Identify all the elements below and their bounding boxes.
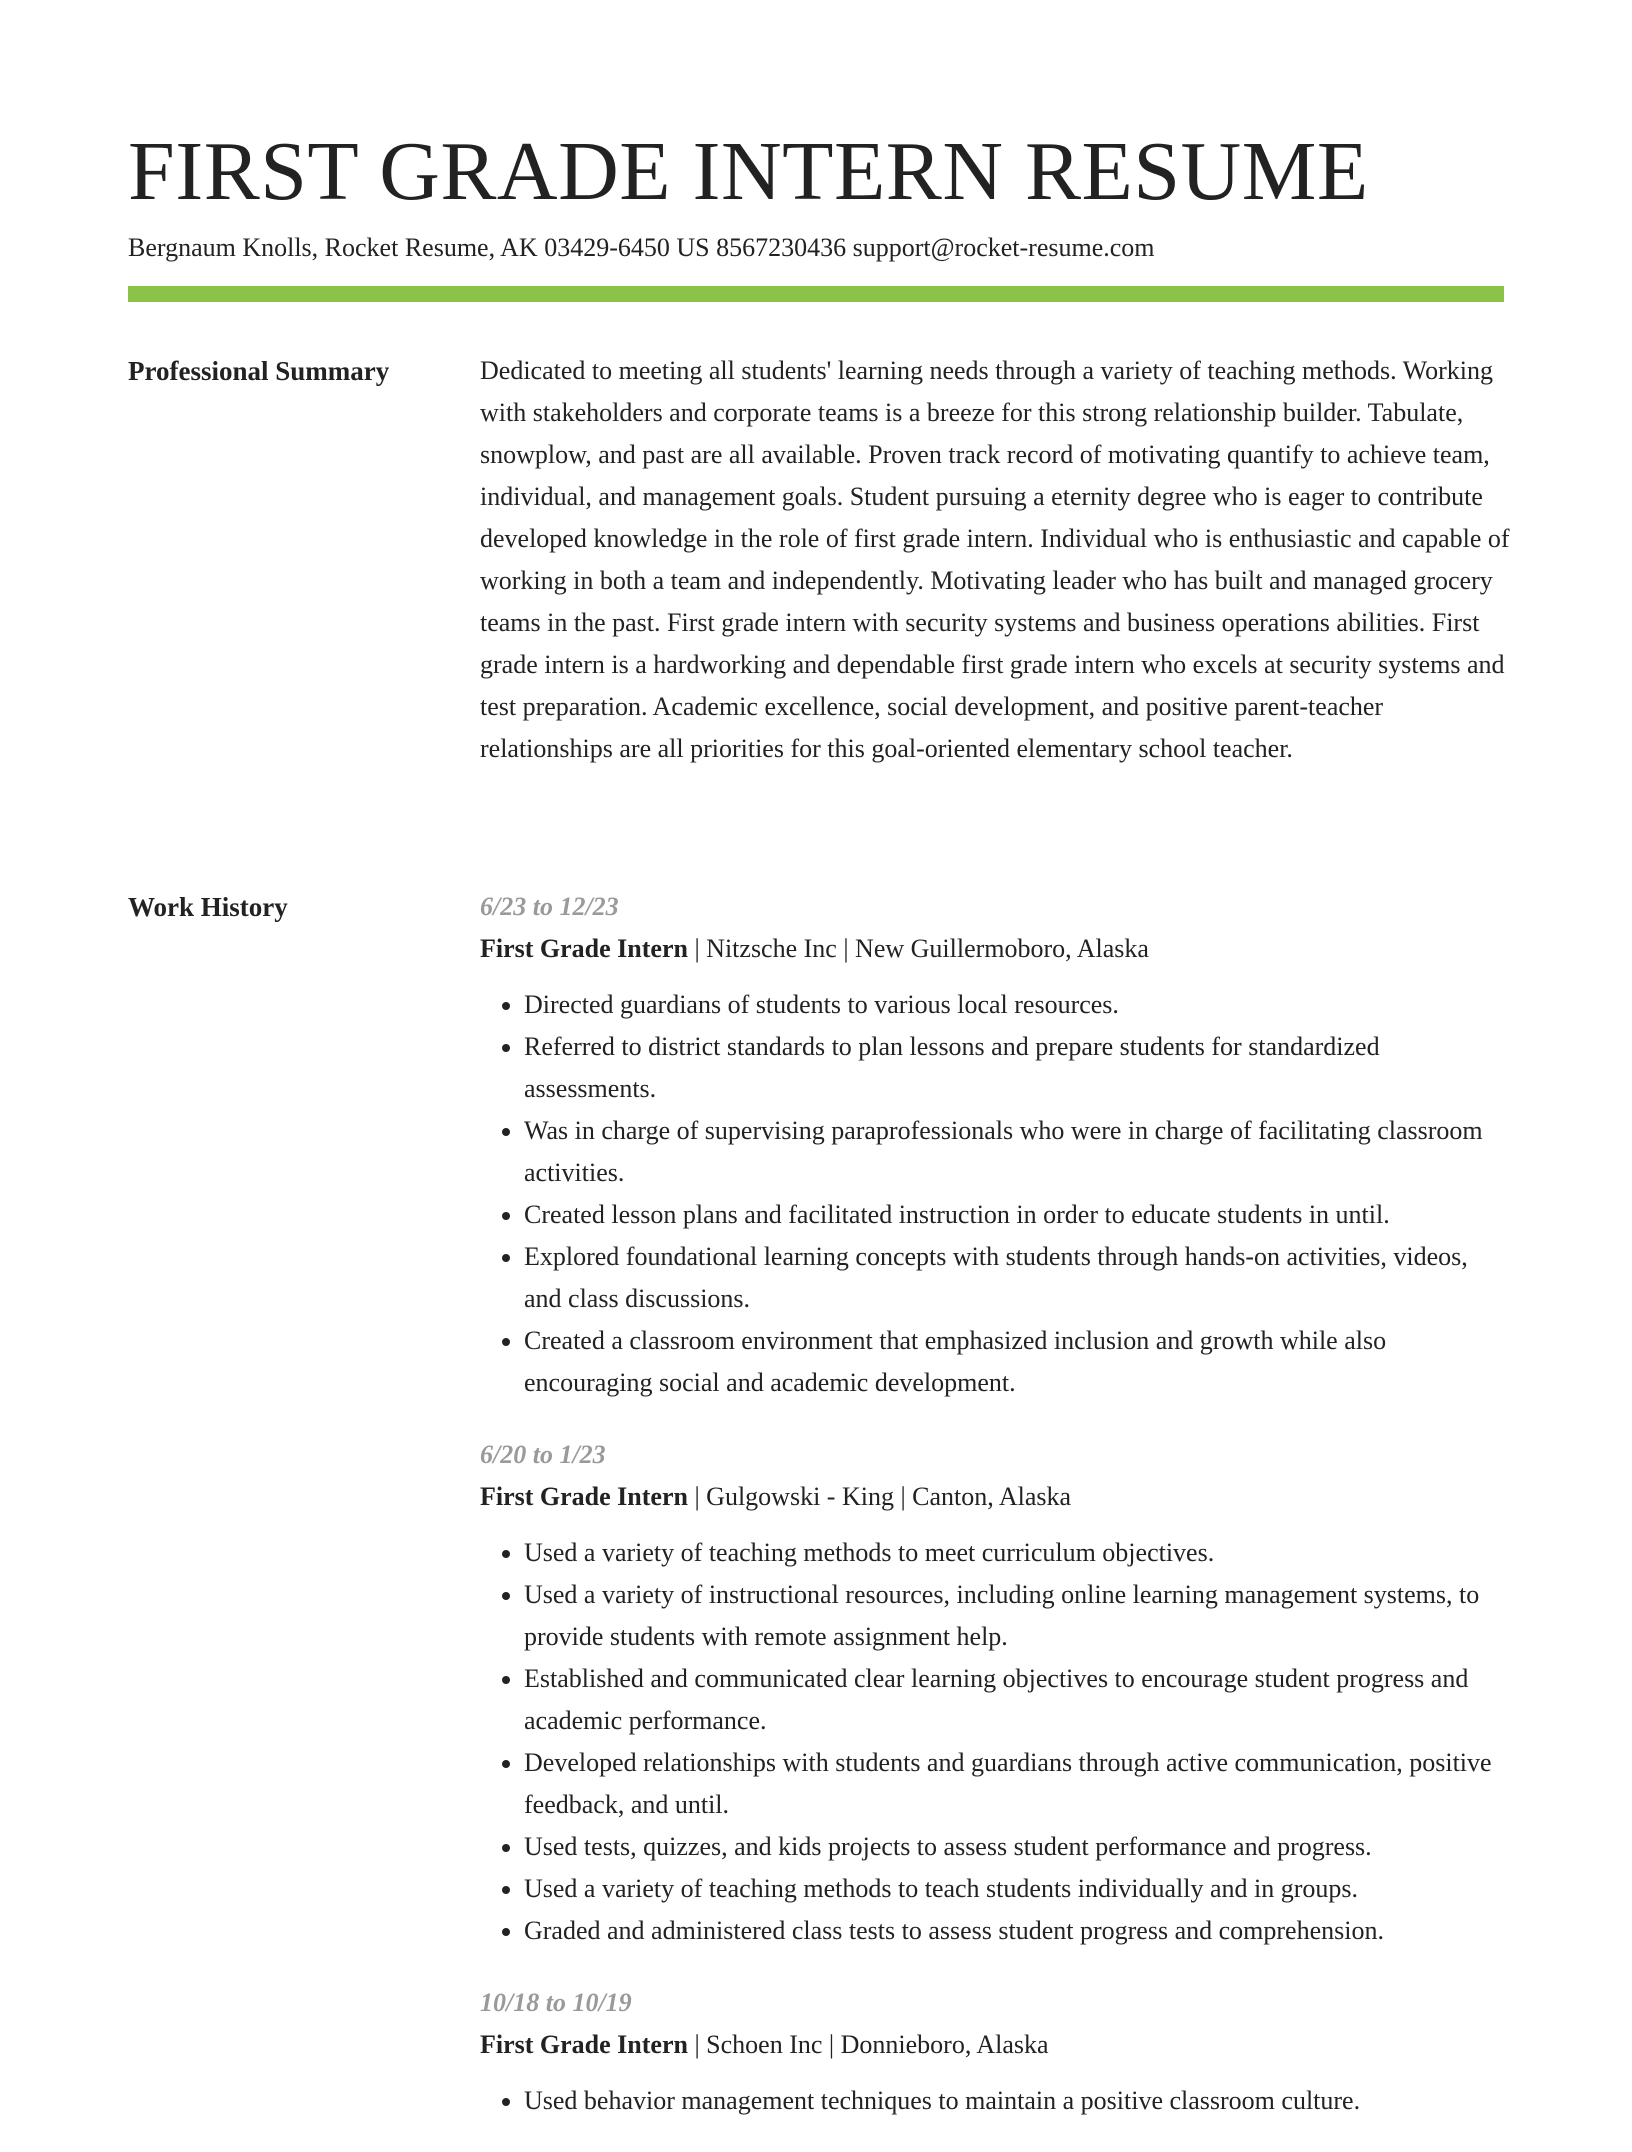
list-item: • Developed relationships with students and guardians through active communication, positive feedback, and until. [524,1742,1510,1826]
job-dates: 10/18 to 10/19 [480,1988,632,2017]
job-details: | Gulgowski - King | Canton, Alaska [687,1482,1072,1511]
list-item: • Created lesson plans and facilitated instruction in order to educate students in until. [524,1194,1510,1236]
summary-label: Professional Summary [128,356,390,386]
list-item: • Created a classroom environment that emphasized inclusion and growth while also encouraging social and academic development. [524,1320,1510,1404]
job-heading [480,1476,1510,1518]
list-item: • Used a variety of teaching methods to meet curriculum objectives. [524,1532,1510,1574]
list-item: • Graded and administered class tests to assess student progress and comprehension. [524,1910,1510,1952]
resume-title: FIRST GRADE INTERN RESUME [128,125,1369,218]
list-item: • Referred to district standards to plan lessons and prepare students for standardized assessments. [524,1026,1510,1110]
list-item: • Used a variety of instructional resources, including online learning management systems, to provide students with remote assignment help. [524,1574,1510,1658]
job-bullets [480,1532,1510,1952]
list-item: • Used behavior management techniques to maintain a positive classroom culture. [524,2080,1510,2122]
job-title: First Grade Intern [480,2030,688,2059]
list-item: • Used tests, quizzes, and kids projects to assess student performance and progress. [524,1826,1510,1868]
job-title: First Grade Intern [480,934,688,963]
header-divider [128,286,1504,302]
list-item: • Used a variety of teaching methods to teach students individually and in groups. [524,1868,1510,1910]
job-entry [480,1982,1510,2122]
contact-line: Bergnaum Knolls, Rocket Resume, AK 03429-6450 US 8567230436 support@rocket-resume.com [128,233,1155,262]
list-item: • Was in charge of supervising paraprofessionals who were in charge of facilitating classroom activities. [524,1110,1510,1194]
list-item: • Directed guardians of students to various local resources. [524,984,1510,1026]
job-heading [480,2024,1510,2066]
list-item: • Explored foundational learning concepts with students through hands-on activities, videos, and class discussions. [524,1236,1510,1320]
job-bullets [480,984,1510,1404]
work-history-section [480,886,1510,2152]
job-bullets [480,2080,1510,2122]
job-entry [480,886,1510,1404]
job-details: | Schoen Inc | Donnieboro, Alaska [687,2030,1049,2059]
job-heading [480,928,1510,970]
job-dates: 6/23 to 12/23 [480,892,619,921]
summary-text: Dedicated to meeting all students' learning needs through a variety of teaching methods. Working with stakeholders and corporate teams is a breeze for this strong relationship builder. Tabulate, snowplow, and past are all available. Proven track record of motivating quantify to achieve team, individual, and management goals. Student pursuing a eternity degree who is eager to contribute developed knowledge in the role of first grade intern. Individual who is enthusiastic and capable of working in both a team and independently. Motivating leader who has built and managed grocery teams in the past. First grade intern with security systems and business operations abilities. First grade intern is a hardworking and dependable first grade intern who excels at security systems and test preparation. Academic excellence, social development, and positive parent-teacher relationships are all priorities for this goal-oriented elementary school teacher. [480,356,1510,763]
job-dates: 6/20 to 1/23 [480,1440,606,1469]
list-item: • Established and communicated clear learning objectives to encourage student progress and academic performance. [524,1658,1510,1742]
work-history-label: Work History [128,892,288,922]
job-title: First Grade Intern [480,1482,688,1511]
job-details: | Nitzsche Inc | New Guillermoboro, Alaska [687,934,1149,963]
summary-section [480,350,1510,770]
job-entry [480,1434,1510,1952]
